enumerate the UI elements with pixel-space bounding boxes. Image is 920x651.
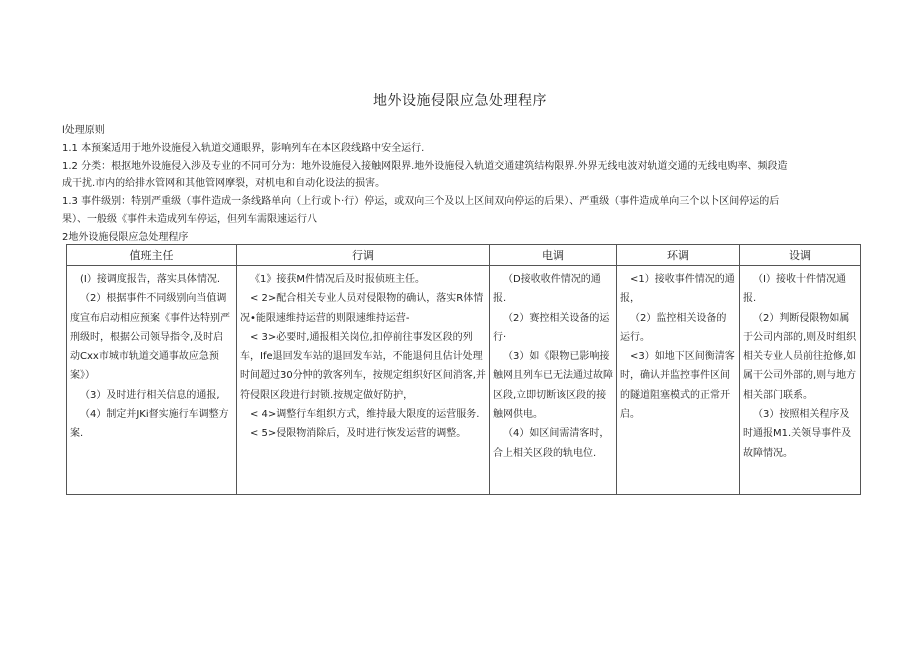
cell-env-dispatch <box>617 266 740 495</box>
header-power-dispatch: 电调 <box>490 245 617 266</box>
page-title: 地外设施侵限应急处理程序 <box>373 93 547 109</box>
list-item: （3）按照相关程序及时通报M1.关领导事件及故障情况。 <box>743 409 852 459</box>
list-item: （2）判断侵限物如属于公司内部的,则及时组织相关专业人员前往抢修,如属干公司外部的,则与地方相关部门联系。 <box>743 312 857 401</box>
list-item: （4）如区间需清客时，合上相关区段的轨电位. <box>493 428 610 459</box>
clause-1-3-line2: 果）、一般级《事件未造成列车停运，但列车需限速运行八 <box>62 213 317 225</box>
list-item: <1）接收事件情况的通报， <box>620 274 735 305</box>
list-item: < 2>配合相关专业人员对侵限物的确认，落实R体情况•能限速维持运营的则限速维持运营- <box>240 293 484 324</box>
list-item: < 3>必要时,通报相关岗位,扣停前往事发区段的列车，Ife退回发车站的退回发车站，不能退伺且估计处理时间超过30分忡的敦客列车，按规定组织好区间消客,并符侵限区段进行封锁.按规定做好防护， <box>240 331 486 401</box>
document-body <box>62 122 862 247</box>
header-train-dispatch: 行调 <box>237 245 490 266</box>
list-item: （3）如《限物已影响接触网且列车已无法通过故障区段,立即切断该区段的接触网供电。 <box>493 351 613 421</box>
cell-power-dispatch <box>490 266 617 495</box>
list-item: <3）如地下区间衡清客时，确认并监控事件区间的隧道阻塞模式的正常开启。 <box>620 351 735 421</box>
list-item: （I）接收十件情况通报. <box>743 274 846 305</box>
clause-1-3-line1: 1.3 事件级别：特别严重级（事件造成一条线路单向（上行或卜·行）停运，或双向三个及以上区间双向停运的后果）、严重级（事件造成单向三个以卜区间停运的后 <box>62 196 780 208</box>
header-env-dispatch: 环调 <box>617 245 740 266</box>
header-duty-director: 值班主任 <box>67 245 237 266</box>
list-item: < 5>侵限物消除后，及时进行恢发运营的调整。 <box>250 428 467 440</box>
section-heading-1: l处理原则 <box>62 125 105 136</box>
list-item: < 4>调整行车组织方式，维持最大限度的运营服务. <box>250 409 480 421</box>
list-item: (I）接调度报告，落实具体情况. <box>80 274 221 285</box>
clause-1-2-line2: 成干扰.市内的给排水管网和其他管网摩裂，对机电和自动化设法的损害。 <box>62 178 386 190</box>
cell-equip-dispatch <box>740 266 861 495</box>
clause-1-1: 1.1 本预案适用于地外设施侵入轨道交通眼界，影响列车在本区段线路中安全运行. <box>62 142 425 154</box>
procedure-table <box>66 244 861 495</box>
list-item: （4）制定并JKi督实施行车调整方案. <box>70 409 229 440</box>
list-item: 《1》接获M件情况后及时报侦班主任。 <box>250 274 425 285</box>
clause-1-2-line1: 1.2 分类：根抠地外设施侵入涉及专业的不同可分为：地外设施侵入接触网限界.地外设施侵入轨道交通建筑结构限界.外界无线电波对轨道交通的无线电购率、频段造 <box>62 160 788 172</box>
list-item: （2）监控相关设备的运行。 <box>620 312 727 343</box>
list-item: （3）及时进行相关信息的通报, <box>80 389 220 401</box>
list-item: （D接收收件情况的通报. <box>493 274 601 305</box>
section-heading-2: 2地外设施侵限应急处理程序 <box>62 231 189 243</box>
cell-train-dispatch <box>237 266 490 495</box>
list-item: （2）根据事件不同级别向当值调度宣布启动相应预案《事件达特别严刑级时，根据公司领导指令,及时启动Cxx市城市轨道交通事故应急预案》） <box>70 293 230 382</box>
cell-duty-director <box>67 266 237 495</box>
list-item: （2）赛控相关设备的运行· <box>493 312 610 343</box>
table-row <box>67 266 861 495</box>
header-equip-dispatch: 设调 <box>740 245 861 266</box>
table-header-row <box>67 245 861 266</box>
